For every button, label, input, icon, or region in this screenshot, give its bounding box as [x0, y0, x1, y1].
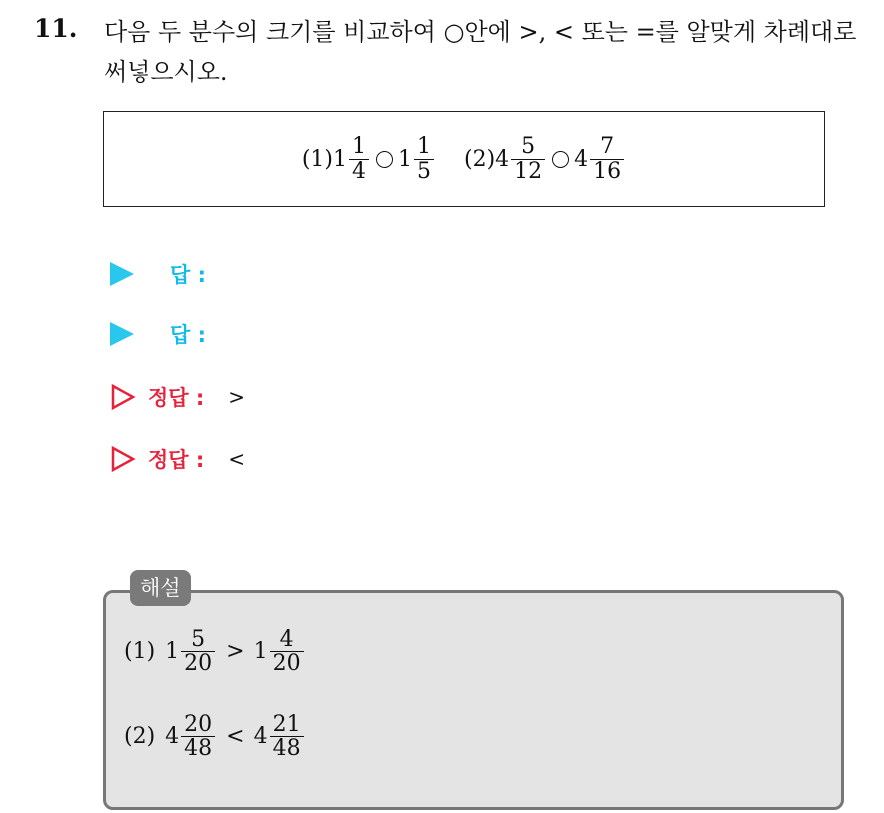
- question-text: 다음 두 분수의 크기를 비교하여 ○안에 >, < 또는 =를 알맞게 차례대로 써넣으시오.: [104, 18, 857, 86]
- correct-answer-label: 정답 :: [148, 386, 205, 410]
- problem-2: [464, 135, 626, 182]
- explanation-line-label: (1): [124, 639, 156, 665]
- relation-symbol: <: [226, 724, 245, 750]
- problem-2-label: (2): [464, 146, 496, 172]
- compare-circle-blank: [376, 151, 393, 168]
- fraction: [414, 135, 434, 182]
- numerator: 20: [184, 712, 213, 737]
- relation-symbol: >: [226, 639, 245, 665]
- outline-triangle-icon: [110, 446, 136, 472]
- mixed-whole: 4: [165, 724, 180, 750]
- answer-row-1: [110, 258, 206, 290]
- fraction: [270, 713, 304, 760]
- correct-answer-label: 정답 :: [148, 448, 205, 472]
- denominator: 12: [511, 159, 545, 183]
- mixed-whole: 1: [253, 639, 268, 665]
- numerator: 4: [279, 627, 294, 652]
- question-number: 11.: [34, 14, 78, 43]
- correct-answer-value: >: [228, 385, 246, 409]
- fraction: [270, 628, 304, 675]
- play-triangle-icon: [110, 322, 134, 346]
- outline-triangle-icon: [110, 384, 136, 410]
- correct-answer-row-1: [110, 381, 245, 413]
- correct-answer-row-2: [110, 443, 245, 475]
- denominator: 5: [414, 159, 434, 183]
- numerator: 21: [272, 712, 301, 737]
- denominator: 16: [590, 159, 624, 183]
- mixed-whole: 1: [333, 146, 347, 172]
- fraction: [181, 713, 215, 760]
- play-triangle-icon: [110, 262, 134, 286]
- fraction: [181, 628, 215, 675]
- explanation-line-label: (2): [124, 724, 156, 750]
- mixed-whole: 1: [398, 146, 412, 172]
- numerator: 1: [352, 134, 366, 160]
- problem-box: [103, 111, 825, 207]
- denominator: 20: [270, 651, 304, 675]
- mixed-whole: 4: [253, 724, 268, 750]
- denominator: 48: [270, 736, 304, 760]
- fraction: [349, 135, 369, 182]
- explanation-line-1: [124, 628, 306, 675]
- mixed-whole: 4: [574, 146, 589, 172]
- answer-label: 답 :: [170, 263, 206, 287]
- answer-row-2: [110, 318, 206, 350]
- numerator: 1: [417, 134, 431, 160]
- fraction: [590, 135, 624, 182]
- explanation-box: [103, 590, 844, 810]
- denominator: 48: [181, 736, 215, 760]
- answer-label: 답 :: [170, 323, 206, 347]
- explanation-line-2: [124, 713, 306, 760]
- fraction: [511, 135, 545, 182]
- denominator: 4: [349, 159, 369, 183]
- numerator: 5: [521, 134, 536, 160]
- numerator: 7: [600, 134, 615, 160]
- mixed-whole: 4: [495, 146, 510, 172]
- explanation-tag: 해설: [130, 570, 191, 606]
- compare-circle-blank: [552, 151, 569, 168]
- mixed-whole: 1: [165, 639, 180, 665]
- correct-answer-value: <: [228, 447, 246, 471]
- denominator: 20: [181, 651, 215, 675]
- numerator: 5: [191, 627, 206, 652]
- problem-1: [302, 135, 436, 182]
- problem-1-label: (1): [301, 146, 333, 172]
